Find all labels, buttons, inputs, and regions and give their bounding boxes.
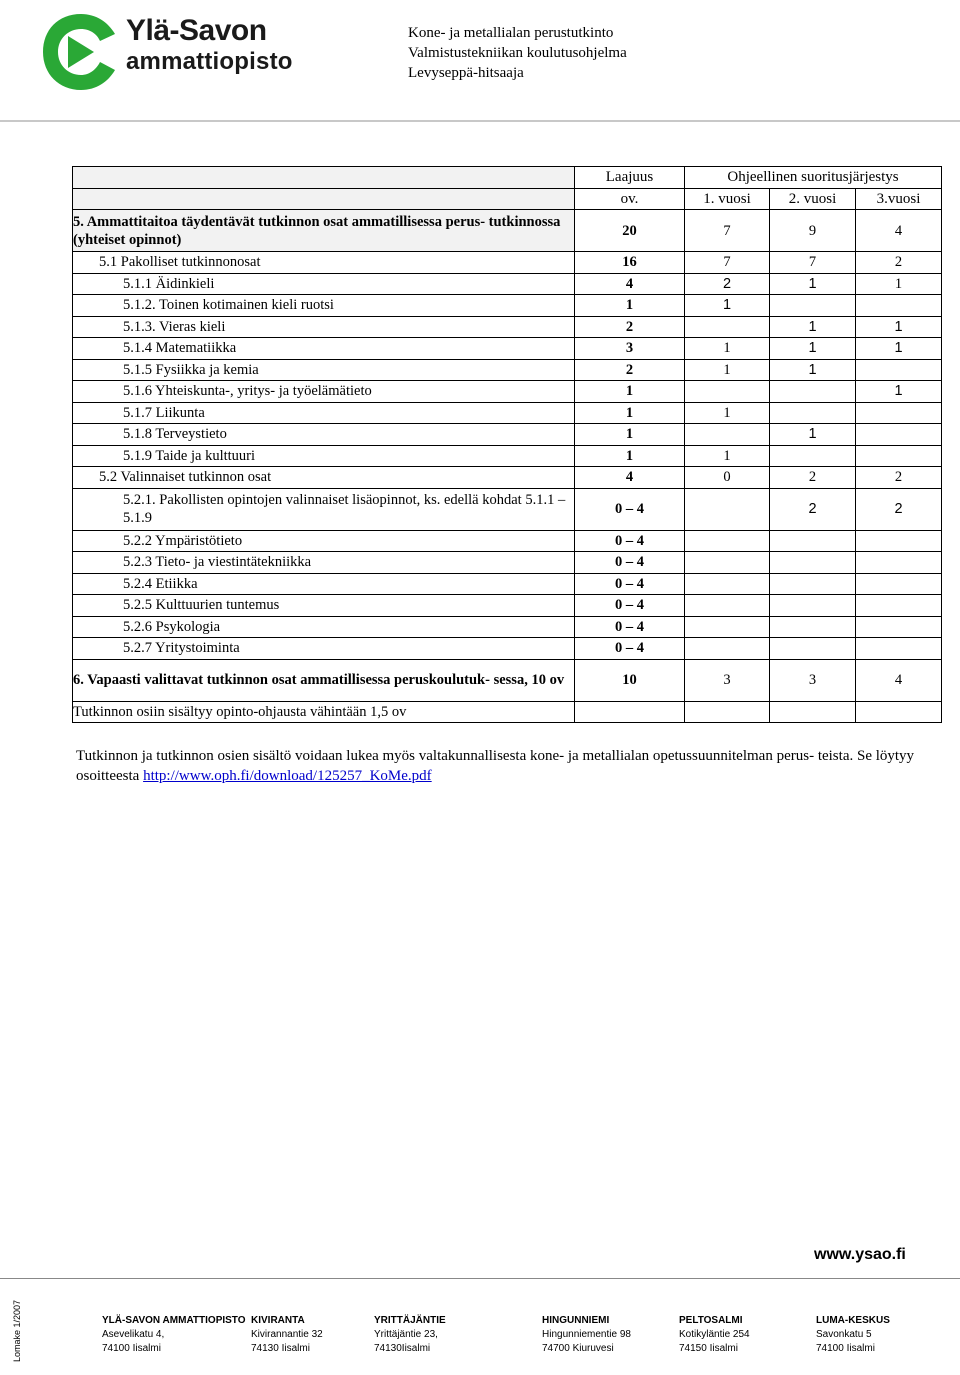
row-year3: [856, 701, 942, 723]
note-text: Tutkinnon ja tutkinnon osien sisältö voidaan lukea myös valtakunnallisesta kone- ja metallialan opetussuunnitelman perus- teista. Se löytyy osoitteesta: [76, 748, 915, 784]
row-year2: 1: [770, 273, 856, 295]
table-row: [73, 402, 942, 424]
row-label: 5.2.2 Ympäristötieto: [73, 530, 575, 552]
table-row: [73, 552, 942, 574]
curriculum-table: [72, 166, 942, 723]
row-year2: [770, 616, 856, 638]
table-row: [73, 252, 942, 274]
row-ov: 1: [575, 402, 685, 424]
header-ov: ov.: [575, 188, 685, 210]
row-ov: 2: [575, 316, 685, 338]
row-label: 5.1.2. Toinen kotimainen kieli ruotsi: [73, 295, 575, 317]
row-year3: 1: [856, 338, 942, 360]
row-year2: 1: [770, 316, 856, 338]
row-ov: 16: [575, 252, 685, 274]
footer-city: 74100 Iisalmi: [102, 1343, 161, 1354]
row-year1: 7: [685, 252, 770, 274]
row-ov: 4: [575, 467, 685, 489]
footer-divider: [0, 1278, 960, 1279]
row-label: 5.2.1. Pakollisten opintojen valinnaiset lisäopinnot, ks. edellä kohdat 5.1.1 – 5.1.9: [73, 488, 575, 530]
document-header: [408, 23, 627, 83]
header-divider: [0, 120, 960, 122]
row-year1: [685, 573, 770, 595]
row-year1: [685, 424, 770, 446]
row-label: 5.2.3 Tieto- ja viestintätekniikka: [73, 552, 575, 574]
row-year2: [770, 595, 856, 617]
row-label: 5.1.4 Matematiikka: [73, 338, 575, 360]
row-label: 5.1.8 Terveystieto: [73, 424, 575, 446]
row-label: 5.1 Pakolliset tutkinnonosat: [73, 252, 575, 274]
row-year2: [770, 552, 856, 574]
footer-address: Yrittäjäntie 23,: [374, 1329, 438, 1340]
row-year2: 2: [770, 488, 856, 530]
table-row: [73, 338, 942, 360]
website-label: www.ysao.fi: [814, 1246, 906, 1263]
row-year2: 1: [770, 359, 856, 381]
row-label: 5.1.5 Fysiikka ja kemia: [73, 359, 575, 381]
row-year2: [770, 295, 856, 317]
row-year2: [770, 573, 856, 595]
row-ov: 0 – 4: [575, 530, 685, 552]
header-line1: Kone- ja metallialan perustutkinto: [408, 25, 614, 41]
row-year2: 1: [770, 424, 856, 446]
row-year3: [856, 295, 942, 317]
row-year3: 1: [856, 273, 942, 295]
header-laajuus: Laajuus: [575, 167, 685, 189]
row-year1: [685, 488, 770, 530]
footer-city: 74700 Kiuruvesi: [542, 1343, 614, 1354]
row-year3: 2: [856, 252, 942, 274]
row-year3: [856, 359, 942, 381]
row-year1: 3: [685, 659, 770, 701]
row-year2: [770, 701, 856, 723]
row-year3: 1: [856, 381, 942, 403]
row-year3: [856, 552, 942, 574]
row-year1: 1: [685, 338, 770, 360]
row-year3: 4: [856, 659, 942, 701]
header-line3: Levyseppä-hitsaaja: [408, 65, 524, 81]
footer-col-yrittajantie: [374, 1314, 446, 1356]
row-year3: [856, 573, 942, 595]
footer-title: PELTOSALMI: [679, 1315, 743, 1326]
header-empty-cell: [73, 167, 575, 189]
table-subheader-row: [73, 188, 942, 210]
row-ov: 1: [575, 295, 685, 317]
row-year1: 0: [685, 467, 770, 489]
row-year1: 7: [685, 210, 770, 252]
footer-address: Kotikyläntie 254: [679, 1329, 750, 1340]
table-row: [73, 273, 942, 295]
row-label: 5.2.6 Psykologia: [73, 616, 575, 638]
table-row: [73, 488, 942, 530]
row-label: 5.1.3. Vieras kieli: [73, 316, 575, 338]
row-year2: [770, 530, 856, 552]
footer-col-ysao: [102, 1314, 246, 1356]
row-year1: 1: [685, 359, 770, 381]
row-ov: 1: [575, 381, 685, 403]
table-row: [73, 659, 942, 701]
table-row: [73, 530, 942, 552]
footer-city: 74100 Iisalmi: [816, 1343, 875, 1354]
row-year3: [856, 616, 942, 638]
subheader-empty-cell: [73, 188, 575, 210]
row-year3: [856, 424, 942, 446]
table-row: [73, 445, 942, 467]
footer-address: Savonkatu 5: [816, 1329, 872, 1340]
logo-line1: Ylä-Savon: [126, 14, 267, 47]
footer-address: Asevelikatu 4,: [102, 1329, 165, 1340]
row-year2: 1: [770, 338, 856, 360]
row-year1: [685, 381, 770, 403]
footer-title: KIVIRANTA: [251, 1315, 305, 1326]
row-ov: 0 – 4: [575, 573, 685, 595]
table-header-row: [73, 167, 942, 189]
row-year2: [770, 381, 856, 403]
row-ov: 0 – 4: [575, 488, 685, 530]
table-row: [73, 424, 942, 446]
row-ov: 2: [575, 359, 685, 381]
row-year2: 3: [770, 659, 856, 701]
logo-emblem-icon: [38, 10, 124, 96]
header-year3: 3.vuosi: [856, 188, 942, 210]
header-year1: 1. vuosi: [685, 188, 770, 210]
row-label: 5.2.7 Yritystoiminta: [73, 638, 575, 660]
row-year1: 1: [685, 295, 770, 317]
table-row: [73, 467, 942, 489]
footer-title: HINGUNNIEMI: [542, 1315, 610, 1326]
footer-col-kiviranta: [251, 1314, 323, 1356]
row-year3: [856, 445, 942, 467]
footer-title: YLÄ-SAVON AMMATTIOPISTO: [102, 1315, 246, 1326]
footer-col-peltosalmi: [679, 1314, 750, 1356]
row-ov: 4: [575, 273, 685, 295]
table-row: [73, 381, 942, 403]
table-row: [73, 295, 942, 317]
row-year2: 9: [770, 210, 856, 252]
form-code-text: Lomake 1/2007: [12, 1299, 23, 1363]
row-ov: 0 – 4: [575, 638, 685, 660]
row-ov: 0 – 4: [575, 552, 685, 574]
row-year2: [770, 402, 856, 424]
row-year3: 2: [856, 467, 942, 489]
row-year1: [685, 616, 770, 638]
row-year1: [685, 316, 770, 338]
logo: [38, 10, 308, 100]
row-year3: [856, 595, 942, 617]
row-label: Tutkinnon osiin sisältyy opinto-ohjausta vähintään 1,5 ov: [73, 701, 575, 723]
row-year2: 2: [770, 467, 856, 489]
footer-col-luma: [816, 1314, 890, 1356]
note-link[interactable]: http://www.oph.fi/download/125257_KoMe.pdf: [143, 768, 432, 784]
table-row: [73, 595, 942, 617]
row-ov: 0 – 4: [575, 616, 685, 638]
row-ov: [575, 701, 685, 723]
footer-city: 74150 Iisalmi: [679, 1343, 738, 1354]
table-row: [73, 316, 942, 338]
table-row: [73, 616, 942, 638]
row-label: 5.1.1 Äidinkieli: [73, 273, 575, 295]
row-year3: [856, 638, 942, 660]
header-line2: Valmistustekniikan koulutusohjelma: [408, 45, 627, 61]
footer-city: 74130 Iisalmi: [251, 1343, 310, 1354]
row-year1: [685, 638, 770, 660]
row-label: 5.1.9 Taide ja kulttuuri: [73, 445, 575, 467]
row-year1: [685, 701, 770, 723]
row-year3: 1: [856, 316, 942, 338]
row-year3: 2: [856, 488, 942, 530]
row-ov: 3: [575, 338, 685, 360]
table-row: [73, 210, 942, 252]
table-row: [73, 359, 942, 381]
table-row: [73, 638, 942, 660]
row-label: 5.2 Valinnaiset tutkinnon osat: [73, 467, 575, 489]
row-year1: [685, 552, 770, 574]
row-year1: 1: [685, 445, 770, 467]
row-year3: [856, 402, 942, 424]
row-year3: 4: [856, 210, 942, 252]
note-paragraph: [76, 746, 916, 786]
table-row: [73, 573, 942, 595]
header-order: Ohjeellinen suoritusjärjestys: [685, 167, 942, 189]
row-ov: 1: [575, 445, 685, 467]
footer-title: YRITTÄJÄNTIE: [374, 1315, 446, 1326]
row-year2: [770, 638, 856, 660]
row-label: 5.2.4 Etiikka: [73, 573, 575, 595]
header-year2: 2. vuosi: [770, 188, 856, 210]
footer-title: LUMA-KESKUS: [816, 1315, 890, 1326]
footer-col-hingunniemi: [542, 1314, 631, 1356]
row-label: 5.2.5 Kulttuurien tuntemus: [73, 595, 575, 617]
row-year1: 2: [685, 273, 770, 295]
row-year3: [856, 530, 942, 552]
row-year2: [770, 445, 856, 467]
row-ov: 1: [575, 424, 685, 446]
row-year2: 7: [770, 252, 856, 274]
row-label: 6. Vapaasti valittavat tutkinnon osat ammatillisessa peruskoulutuk- sessa, 10 ov: [73, 659, 575, 701]
footer-city: 74130Iisalmi: [374, 1343, 431, 1354]
footer-address: Kivirannantie 32: [251, 1329, 323, 1340]
footer-address: Hingunniementie 98: [542, 1329, 631, 1340]
row-year1: [685, 595, 770, 617]
logo-line2: ammattiopisto: [126, 48, 293, 75]
row-label: 5. Ammattitaitoa täydentävät tutkinnon osat ammatillisessa perus- tutkinnossa (yhteiset opinnot): [73, 210, 575, 252]
row-ov: 10: [575, 659, 685, 701]
row-label: 5.1.7 Liikunta: [73, 402, 575, 424]
table-row: [73, 701, 942, 723]
row-label: 5.1.6 Yhteiskunta-, yritys- ja työelämätieto: [73, 381, 575, 403]
row-year1: 1: [685, 402, 770, 424]
form-code: [8, 1300, 28, 1370]
row-ov: 20: [575, 210, 685, 252]
row-year1: [685, 530, 770, 552]
row-ov: 0 – 4: [575, 595, 685, 617]
